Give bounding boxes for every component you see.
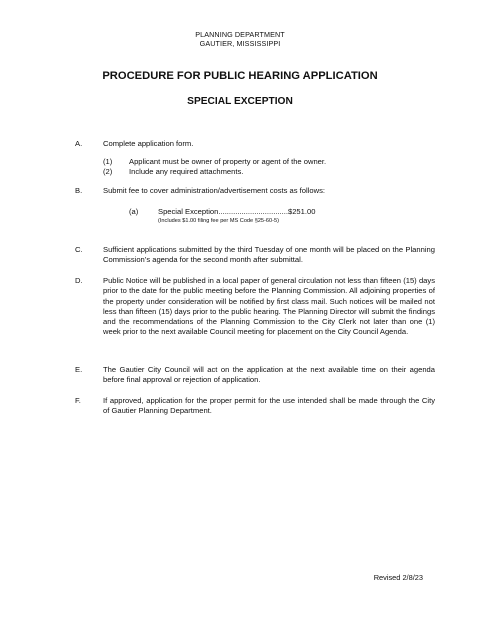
header-department: PLANNING DEPARTMENT (195, 30, 285, 39)
item-text-e: The Gautier City Council will act on the application at the next available time on their agenda before final approval or rejection of application. (103, 365, 435, 385)
subitem-note-ba: (Includes $1.00 filing fee per MS Code §25-60-5) (158, 218, 279, 224)
header-city: GAUTIER, MISSISSIPPI (199, 39, 281, 48)
item-text-b: Submit fee to cover administration/advertisement costs as follows: (103, 186, 326, 195)
page-title: PROCEDURE FOR PUBLIC HEARING APPLICATION (102, 70, 378, 82)
item-letter-e: E. (75, 365, 83, 374)
item-text-d: Public Notice will be published in a local paper of general circulation not less than fifteen (15) days prior to the date for the public meeting before the Planning Commission. All adjoining properties of the property under consideration will be notified by first class mail. Such notices will be mailed not less than fifteen (15) days prior to the public hearing. The Planning Director will submit the findings and the recommendations of the Planning Commission to the City Clerk not later than one (1) week prior to the next available Council meeting for placement on the City Council Agenda. (103, 276, 435, 337)
revised-date: Revised 2/8/23 (373, 573, 423, 582)
item-text-f: If approved, application for the proper permit for the use intended shall be made through the City of Gautier Planning Department. (103, 396, 435, 416)
subitem-num-a1: (1) (103, 157, 113, 166)
item-text-a: Complete application form. (103, 139, 194, 148)
item-text-c: Sufficient applications submitted by the third Tuesday of one month will be placed on the Planning Commission’s agenda for the second month after submittal. (103, 245, 435, 265)
item-letter-f: F. (75, 396, 81, 405)
subitem-text-a2: Include any required attachments. (129, 167, 244, 176)
item-letter-c: C. (75, 245, 83, 254)
item-letter-a: A. (75, 139, 83, 148)
subitem-text-ba: Special Exception.................................$251.00 (158, 207, 316, 216)
subitem-num-ba: (a) (129, 207, 139, 216)
subitem-text-a1: Applicant must be owner of property or agent of the owner. (129, 157, 327, 166)
item-letter-d: D. (75, 276, 83, 285)
subitem-num-a2: (2) (103, 167, 113, 176)
page-subtitle: SPECIAL EXCEPTION (187, 96, 293, 107)
item-letter-b: B. (75, 186, 83, 195)
